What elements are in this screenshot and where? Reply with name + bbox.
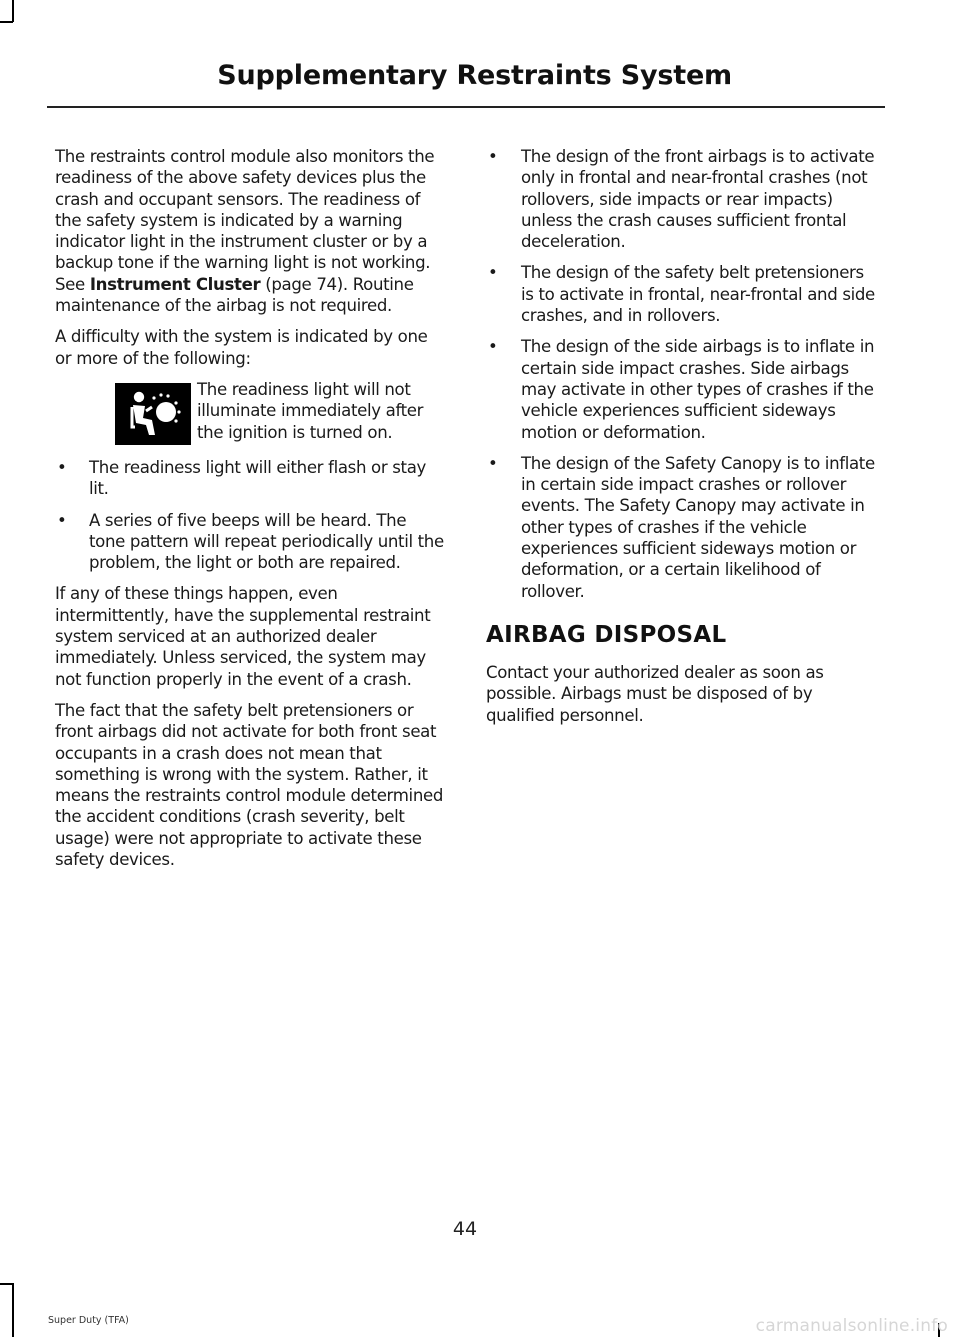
crop-mark-top-left-v	[12, 0, 14, 22]
page-number: 44	[452, 1218, 478, 1240]
left-bullet-list	[55, 457, 447, 573]
readiness-light-row	[55, 379, 447, 445]
readiness-light-text: The readiness light will not illuminate immediately after the ignition is turned on.	[197, 379, 424, 442]
bullet-glyph: •	[488, 263, 498, 283]
bullet-glyph: •	[488, 453, 498, 473]
watermark: carmanualsonline.info	[755, 1316, 948, 1336]
footer-model: Super Duty (TFA)	[48, 1315, 129, 1326]
list-item: • The design of the Safety Canopy is to inflate in certain side impact crashes or rollover events. The Safety Canopy may activate in other types of crashes if the vehicle experiences sufficient sideways motion or deformation, or a certain likelihood of rollover.	[488, 453, 875, 601]
list-item: • The readiness light will either flash or stay lit.	[57, 457, 426, 499]
bullet-glyph: •	[488, 147, 498, 166]
crop-mark-top-left-h	[0, 21, 13, 23]
paragraph-difficulty-intro: A difficulty with the system is indicated by one or more of the following:	[55, 327, 428, 368]
bullet-glyph: •	[57, 510, 67, 530]
airbag-warning-icon	[115, 383, 191, 445]
list-item: • The design of the front airbags is to activate only in frontal and near-frontal crashes (not rollovers, side impacts or rear impacts) unless the crash causes sufficient frontal deceleration.	[488, 147, 875, 252]
crop-mark-bottom-left-h	[0, 1283, 13, 1285]
paragraph-pretensioner-note: The fact that the safety belt pretensioners or front airbags did not activate for both front seat occupants in a crash does not mean that something is wrong with the system. Rather, it means the restraints control module determined the accident conditions (crash severity, belt usage) were not appropriate to activate these safety devices.	[55, 700, 444, 870]
paragraph-service-advice: If any of these things happen, even intermittently, have the supplemental restraint system serviced at an authorized dealer immediately. Unless serviced, the system may not function properly in the event of a crash.	[55, 584, 431, 689]
bullet-glyph: •	[488, 337, 498, 357]
title-divider	[47, 106, 885, 108]
right-bullet-list	[486, 146, 880, 602]
left-column	[55, 146, 447, 880]
right-column	[486, 146, 880, 736]
list-item: • The design of the side airbags is to inflate in certain side impact crashes. Side airbags may activate in other types of crashes if the vehicle experiences sufficient sideways motion or deformation.	[488, 337, 875, 442]
bullet-glyph: •	[57, 457, 67, 477]
instrument-cluster-link[interactable]: Instrument Cluster	[89, 274, 261, 294]
section-heading-airbag-disposal: AIRBAG DISPOSAL	[486, 621, 727, 648]
list-item: • A series of five beeps will be heard. The tone pattern will repeat periodically until the problem, the light or both are repaired.	[57, 510, 444, 573]
paragraph-airbag-disposal: Contact your authorized dealer as soon as possible. Airbags must be disposed of by qualified personnel.	[486, 662, 824, 725]
paragraph-readiness-monitor: The restraints control module also monitors the readiness of the above safety devices plus the crash and occupant sensors. The readiness of the safety system is indicated by a warning indicator light in the instrument cluster or by a backup tone if the warning light is not working. See Instrument Cluster (page 74). Routine maintenance of the airbag is not required.	[55, 147, 435, 316]
page-title: Supplementary Restraints System	[217, 60, 732, 91]
list-item: • The design of the safety belt pretensioners is to activate in frontal, near-frontal and side crashes, and in rollovers.	[488, 263, 875, 326]
crop-mark-bottom-left-v	[12, 1283, 14, 1337]
